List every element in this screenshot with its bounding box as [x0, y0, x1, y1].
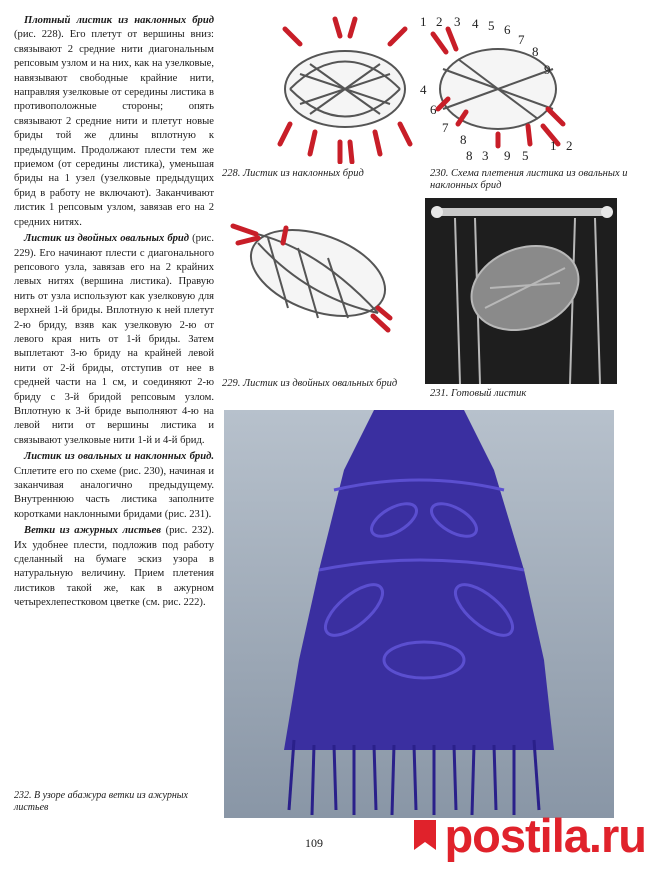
scheme-top-7: 7 — [518, 32, 525, 47]
scheme-bottom-8: 8 — [466, 148, 473, 163]
scheme-left-8: 8 — [460, 132, 467, 147]
figure-230-weaving-scheme — [418, 14, 578, 164]
scheme-bottom-1: 1 — [550, 138, 557, 153]
figure-229-leaf-diagram — [228, 198, 398, 348]
caption-229: 229. Листик из двойных овальных брид — [222, 378, 398, 389]
figure-231-finished-leaf-photo — [425, 198, 617, 384]
scheme-left-6: 6 — [430, 102, 437, 117]
paragraph-229-heading: Листик из двойных овальных брид — [24, 233, 190, 245]
scheme-top-8: 8 — [532, 44, 539, 59]
scheme-top-3: 3 — [454, 14, 461, 29]
paragraph-232-body: (рис. 232). Их удобнее плести, подложив под работу сделанный на бумаге эскиз узора в натуральную величину. Прием плетения листиков такой же, как в ажурном четырехлепестковом цветке (см. рис. 222). — [14, 525, 214, 609]
paragraph-230 — [14, 450, 214, 522]
scheme-top-1: 1 — [420, 14, 427, 29]
scheme-bottom-2: 2 — [566, 138, 573, 153]
caption-228: 228. Листик из наклонных брид — [222, 168, 364, 179]
caption-230: 230. Схема плетения листика из овальных и наклонных брид — [430, 168, 628, 191]
article-text — [14, 14, 214, 613]
scheme-bottom-3: 3 — [482, 148, 489, 163]
scheme-top-5: 5 — [488, 18, 495, 33]
figure-232-lampshade-photo — [224, 410, 614, 818]
paragraph-229 — [14, 232, 214, 448]
scheme-bottom-5: 5 — [522, 148, 529, 163]
paragraph-228 — [14, 14, 214, 230]
scheme-top-2: 2 — [436, 14, 443, 29]
scheme-bottom-9: 9 — [504, 148, 511, 163]
paragraph-230-heading: Листик из овальных и наклонных брид. — [24, 451, 214, 463]
paragraph-232 — [14, 524, 214, 610]
paragraph-228-heading: Плотный листик из наклонных брид — [24, 15, 214, 26]
figure-228-leaf-diagram — [270, 14, 420, 164]
paragraph-230-body: Сплетите его по схеме (рис. 230), начиная и заканчивая аналогично предыдущему. Внутреннюю часть листика заполните коротками наклонными бридами (рис. 231). — [14, 465, 214, 520]
scheme-top-9: 9 — [544, 62, 551, 77]
paragraph-228-body: (рис. 228). Его плетут от вершины вниз: связывают 2 средние нити диагональным репсовым узлом и на них, как на узелковые, навязывают свободные крайние нити, направляя узелковые от середины листика в противоположные стороны; опять связывают 2 средние нити и плетут новые бриды той же длины вплотную к предыдущим. Продолжают плести тем же приемом (от середины листика), уменьшая бриды на 1 узел (узелковые предыдущих брид в работу не включают). Заканчивают листик 1 репсовым узлом, завязав его на 2 средних нитях. — [14, 29, 214, 228]
postila-brand-text: postila.ru — [444, 809, 646, 862]
scheme-top-4: 4 — [472, 16, 479, 31]
paragraph-232-heading: Ветки из ажурных листьев — [24, 525, 162, 537]
caption-232: 232. В узоре абажура ветки из ажурных листьев — [14, 790, 188, 813]
paragraph-229-body: (рис. 229). Его начинают плести с диагонального репсового узла, завязав его на 2 крайних левых нитях (вершина листика). Правую нить от узла используют как узелковую для верхней 1-й бриды. Вплотную к ней плетут 2-ю бриду, взяв как узелковую 2-ю от левого края нить от 1-й бриды. Затем выплетают 3-ю бриду на крайней левой нити от 2-й бриды, отступив от нее в средней части на 1 см, и соединяют 2-ю бриду с 3-й бридой репсовым узлом. Вплотную к 3-й бриде выполняют 4-ю на левой нити от вершины листика и связывают узелковые нити 1-й и 4-й брид. — [14, 233, 215, 446]
scheme-top-6: 6 — [504, 22, 511, 37]
page-number: 109 — [305, 836, 323, 850]
scheme-left-4: 4 — [420, 82, 427, 97]
caption-231: 231. Готовый листик — [430, 388, 527, 399]
postila-logo-icon — [410, 816, 440, 856]
postila-watermark[interactable] — [410, 808, 646, 863]
scheme-left-7: 7 — [442, 120, 449, 135]
